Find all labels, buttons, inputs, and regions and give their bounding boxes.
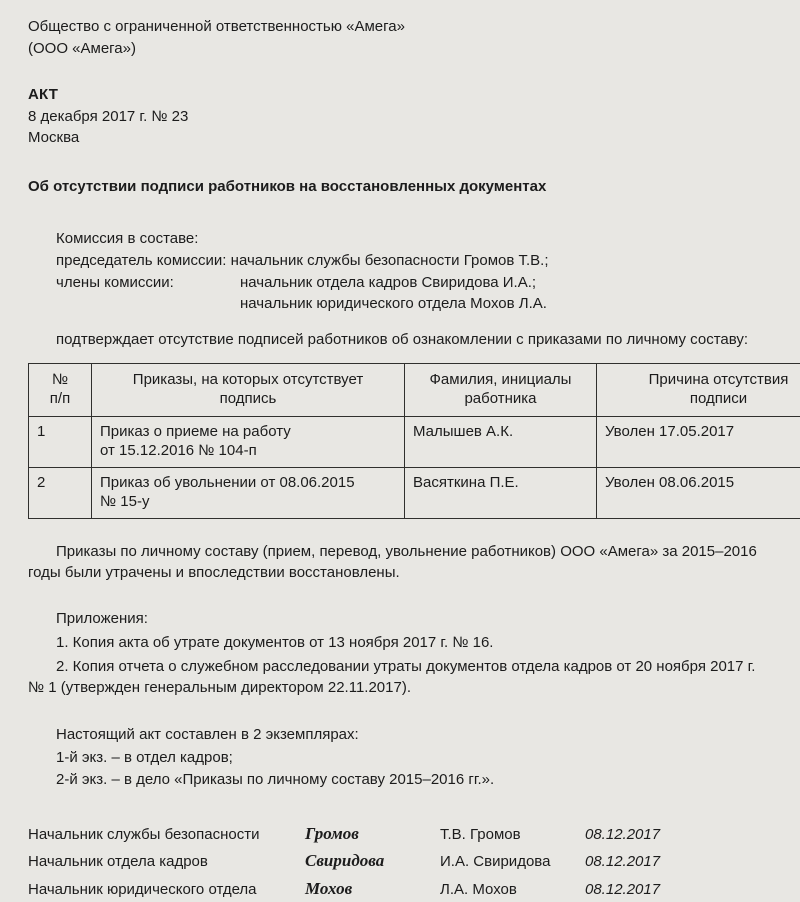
signature-name: Т.В. Громов (440, 823, 585, 847)
document-type: АКТ (28, 85, 772, 106)
signature-name: Л.А. Мохов (440, 878, 585, 902)
attachments-block (28, 608, 772, 700)
header-employee-line1: Фамилия, инициалы (413, 370, 588, 390)
signature-mark: Свиридова (305, 847, 440, 875)
signature-date: 08.12.2017 (585, 878, 660, 902)
commission-member-1: начальник отдела кадров Свиридова И.А.; (240, 273, 772, 294)
signature-title: Начальник юридического отдела (28, 878, 305, 902)
cell-reason: Уволен 08.06.2015 (597, 467, 800, 518)
signature-name: И.А. Свиридова (440, 850, 585, 874)
organization-short-name: (ООО «Амега») (28, 38, 772, 60)
header-employee-line2: работника (413, 389, 588, 409)
cell-order (92, 467, 405, 518)
cell-order-line1: Приказ о приеме на работу (100, 422, 396, 442)
commission-chair-person: начальник службы безопасности Громов Т.В.; (231, 252, 549, 269)
document-date-number: 8 декабря 2017 г. № 23 (28, 106, 772, 128)
orders-note: Приказы по личному составу (прием, перевод, увольнение работников) ООО «Амега» за 2015–2016 годы были утрачены и впоследствии восстановлены. (28, 541, 772, 584)
attachment-item: 1. Копия акта об утрате документов от 13 ноября 2017 г. № 16. (28, 632, 772, 654)
table-row (29, 467, 800, 518)
signature-mark: Мохов (305, 875, 440, 902)
header-employee (405, 363, 597, 416)
commission-chair (56, 250, 772, 273)
commission-members-label: члены комиссии: (56, 273, 240, 294)
commission-intro: Комиссия в составе: (56, 228, 772, 251)
organization-full-name: Общество с ограниченной ответственностью «Амега» (28, 16, 772, 38)
copies-item-2: 2-й экз. – в дело «Приказы по личному составу 2015–2016 гг.». (56, 769, 772, 792)
cell-order-line2: № 15-у (100, 492, 396, 512)
document-subject: Об отсутствии подписи работников на восстановленных документах (28, 177, 772, 198)
header-reason-line2: подписи (605, 389, 800, 409)
commission-chair-label: председатель комиссии: (56, 252, 226, 269)
signature-title: Начальник службы безопасности (28, 823, 305, 847)
commission-members-first (56, 273, 772, 294)
header-number-line2: п/п (37, 389, 83, 409)
header-order (92, 363, 405, 416)
signature-title: Начальник отдела кадров (28, 850, 305, 874)
orders-table (28, 363, 800, 519)
signature-row (28, 820, 772, 848)
header-reason-line1: Причина отсутствия (605, 370, 800, 390)
signatures-block (28, 820, 772, 902)
cell-number: 2 (29, 467, 92, 518)
document-meta (28, 85, 772, 149)
signature-date: 08.12.2017 (585, 850, 660, 874)
cell-number: 1 (29, 416, 92, 467)
header-order-line2: подпись (100, 389, 396, 409)
document-place: Москва (28, 127, 772, 149)
signature-mark: Громов (305, 820, 440, 848)
cell-reason: Уволен 17.05.2017 (597, 416, 800, 467)
commission-block (28, 228, 772, 316)
header-number (29, 363, 92, 416)
attachment-item: 2. Копия отчета о служебном расследовании утраты документов отдела кадров от 20 ноября 2017 г. № 1 (утвержден генеральным директором 22.11.2017). (28, 656, 772, 700)
copies-item-1: 1-й экз. – в отдел кадров; (56, 747, 772, 770)
cell-order-line2: от 15.12.2016 № 104-п (100, 441, 396, 461)
copies-intro: Настоящий акт составлен в 2 экземплярах: (56, 724, 772, 747)
cell-order-line1: Приказ об увольнении от 08.06.2015 (100, 473, 396, 493)
organization-header (28, 16, 772, 59)
attachments-label: Приложения: (28, 608, 772, 630)
cell-employee: Малышев А.К. (405, 416, 597, 467)
header-order-line1: Приказы, на которых отсутствует (100, 370, 396, 390)
signature-row (28, 847, 772, 875)
cell-order (92, 416, 405, 467)
signature-date: 08.12.2017 (585, 823, 660, 847)
cell-employee: Васяткина П.Е. (405, 467, 597, 518)
header-reason (597, 363, 800, 416)
signature-row (28, 875, 772, 902)
commission-member-2: начальник юридического отдела Мохов Л.А. (56, 293, 772, 316)
commission-statement: подтверждает отсутствие подписей работников об ознакомлении с приказами по личному составу: (28, 329, 772, 351)
table-row (29, 416, 800, 467)
copies-block (28, 724, 772, 792)
table-header-row (29, 363, 800, 416)
header-number-line1: № (37, 370, 83, 390)
